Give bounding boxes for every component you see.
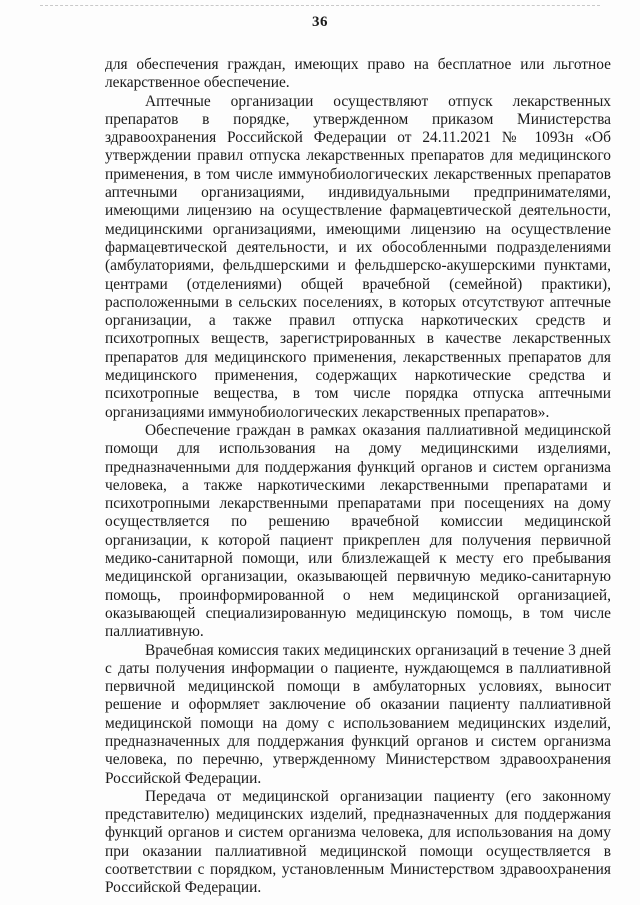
- paragraph-palliative-provision: Обеспечение граждан в рамках оказания паллиативной медицинской помощи для использования на дому медицинскими изделиями, предназначенными для поддержания функций органов и систем организма человека, а также наркотическими лекарственными препаратами и психотропными лекарственными препаратами при посещениях на дому осуществляется по решению врачебной комиссии медицинской организации, к которой пациент прикреплен для получения первичной медико-санитарной помощи, или близлежащей к месту его пребывания медицинской организации, оказывающей первичную медико-санитарную помощь, проинформированной о нем медицинской организацией, оказывающей специализированную медицинскую помощь, в том числе паллиативную.: [105, 421, 611, 641]
- paragraph-pharmacy-dispensing: Аптечные организации осуществляют отпуск лекарственных препаратов в порядке, утвержденном приказом Министерства здравоохранения Российской Федерации от 24.11.2021 № 1093н «Об утверждении правил отпуска лекарственных препаратов для медицинского применения, в том числе иммунобиологических лекарственных препаратов аптечными организациями, индивидуальными предпринимателями, имеющими лицензию на осуществление фармацевтической деятельности, медицинскими организациями, имеющими лицензию на осуществление фармацевтической деятельности, и их обособленными подразделениями (амбулаториями, фельдшерскими и фельдшерско-акушерскими пунктами, центрами (отделениями) общей врачебной (семейной) практики), расположенными в сельских поселениях, в которых отсутствуют аптечные организации, а также правил отпуска наркотических средств и психотропных веществ, зарегистрированных в качестве лекарственных препаратов для медицинского применения, лекарственных препаратов для медицинского применения, содержащих наркотические средства и психотропные вещества, в том числе порядка отпуска аптечными организациями иммунобиологических лекарственных препаратов».: [105, 92, 611, 421]
- document-body: [105, 56, 611, 898]
- paragraph-device-transfer: Передача от медицинской организации пациенту (его законному представителю) медицинских изделий, предназначенных для поддержания функций органов и систем организма человека, для использования на дому при оказании паллиативной медицинской помощи осуществляется в соответствии с порядком, установленным Министерством здравоохранения Российской Федерации.: [105, 787, 611, 897]
- paragraph-continuation: для обеспечения граждан, имеющих право на бесплатное или льготное лекарственное обеспечение.: [105, 56, 611, 92]
- scan-edge-line: [40, 5, 600, 6]
- paragraph-medical-commission: Врачебная комиссия таких медицинских организаций в течение 3 дней с даты получения информации о пациенте, нуждающемся в паллиативной первичной медицинской помощи в амбулаторных условиях, выносит решение и оформляет заключение об оказании пациенту паллиативной медицинской помощи на дому с использованием медицинских изделий, предназначенных для поддержания функций органов и систем организма человека, по перечню, утвержденному Министерством здравоохранения Российской Федерации.: [105, 641, 611, 787]
- page-number: 36: [312, 14, 328, 30]
